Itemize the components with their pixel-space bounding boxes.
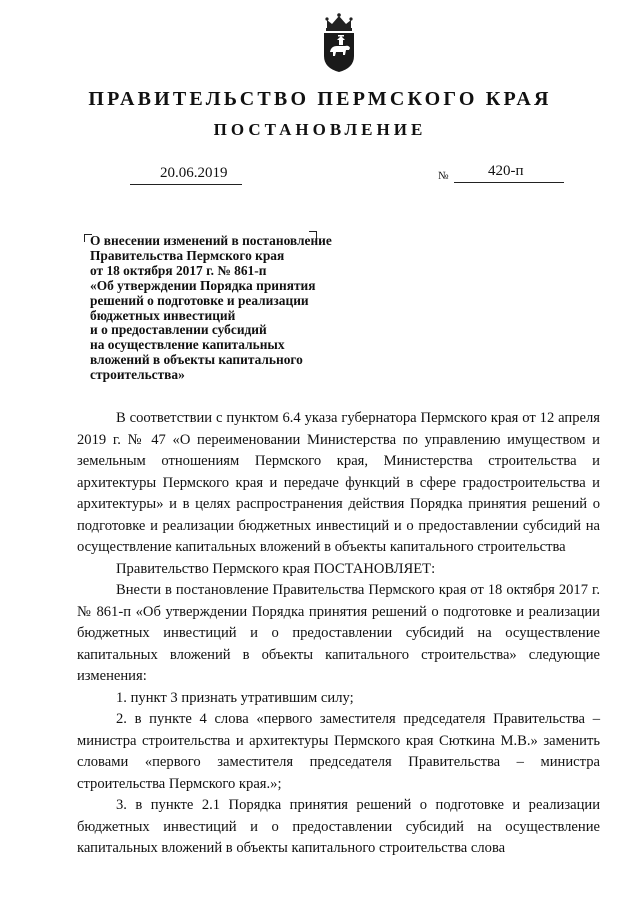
preamble-paragraph: В соответствии с пунктом 6.4 указа губернатора Пермского края от 12 апреля 2019 г. № 47 «О переименовании Министерства по управлению имуществом и земельным отношениям Пермского края, Министерства строительства и архитектуры Пермского края и передаче функций в сфере градостроительства и архитектуры» и в целях распространения действия Порядка принятия решений о подготовке и реализации бюджетных инвестиций и о предоставлении субсидий на осуществление капитальных вложений в объекты капитального строительства <box>77 410 600 555</box>
date-underline <box>130 184 242 185</box>
amendment-item-3: 3. в пункте 2.1 Порядка принятия решений о подготовке и реализации бюджетных инвестиций и о предоставлении субсидий на осуществление капитальных вложений в объекты капитального строительства слова <box>77 797 600 856</box>
subject-line: строительства» <box>90 367 185 383</box>
number-sign: № <box>438 170 449 182</box>
document-body <box>77 408 600 860</box>
government-title: ПРАВИТЕЛЬСТВО ПЕРМСКОГО КРАЯ <box>88 88 552 110</box>
subject-line: решений о подготовке и реализации <box>90 292 309 308</box>
amendment-item-1: 1. пункт 3 признать утратившим силу; <box>116 689 354 706</box>
subject-line: «Об утверждении Порядка принятия <box>90 277 316 293</box>
coat-of-arms-icon <box>318 12 360 74</box>
subject-line: Правительства Пермского края <box>90 247 285 263</box>
subject-line: вложений в объекты капитального <box>90 352 303 368</box>
decree-paragraph: Правительство Пермского края ПОСТАНОВЛЯЕТ: <box>116 560 436 577</box>
amendment-item-2: 2. в пункте 4 слова «первого заместителя председателя Правительства – министра строительства и архитектуры Пермского края Сюткина М.В.» заменить словами «первого заместителя председателя Правительства – министра строительства Пермского края.»; <box>77 711 600 792</box>
subject-line: бюджетных инвестиций <box>90 307 236 323</box>
document-number: 420-п <box>488 163 524 179</box>
subject-line: на осуществление капитальных <box>90 337 285 353</box>
amendment-intro-paragraph: Внести в постановление Правительства Пермского края от 18 октября 2017 г. № 861-п «Об утверждении Порядка принятия решений о подготовке и реализации бюджетных инвестиций и о предоставлении субсидий на осуществление капитальных вложений в объекты капитального строительства» следующие изменения: <box>77 582 600 684</box>
number-underline <box>454 182 564 183</box>
document-subject <box>90 234 380 383</box>
subject-line: и о предоставлении субсидий <box>90 322 267 338</box>
document-type: ПОСТАНОВЛЕНИЕ <box>213 120 427 139</box>
subject-line: от 18 октября 2017 г. № 861-п <box>90 262 267 278</box>
document-date: 20.06.2019 <box>160 165 228 181</box>
subject-line: О внесении изменений в постановление <box>90 233 332 248</box>
